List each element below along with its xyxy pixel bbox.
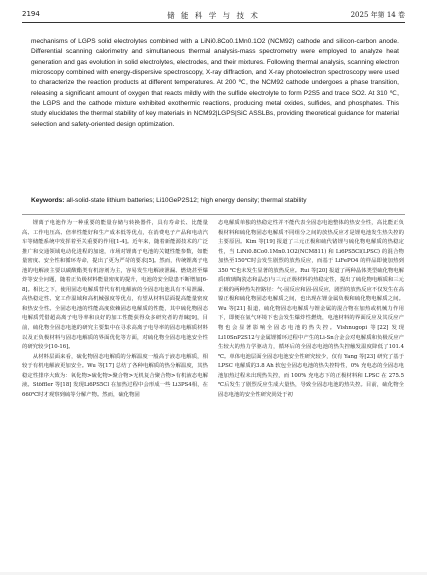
- header-rule: [22, 22, 405, 23]
- body-paragraph: 从材料层面来看，硫化物固态电解质的分解温度一般高于液态电解质，相较于有机电解液更加安全。Wu 等[17] 总结了各种电解质的热分解温度，其热稳定性排序大致为：氧化物>硫化物>聚合物>无机复合聚合物>有机液态电解液。Stöffler 等[18] 发现Li6PS5Cl 在加热过程中会形成一些 Li3PS4相，在660℃时才观察到硫等分解产物。然而，硫化物固: [22, 353, 208, 398]
- page-number: 2194: [22, 10, 40, 18]
- journal-title: 储 能 科 学 与 技 术: [167, 11, 260, 20]
- body-paragraph: 态电解质单独的热稳定性并不能代表全固态电池整体的热安全性，高比能正负极材料和硫化物固态电解质不同组分之间的放热反应才是锂电池发生热失控的主要原因。Kim 等[19] 报道了三元正极和硫代锗锂与硫化物电解质的热稳定性，当 LiNi0.8Co0.1Mn0.1O2(NCM811) 和 Li6PS5Cl(LPSC) 的混合物加热至150℃时会发生剧烈的放热反应，而基于 LiFePO4 的样品即使加热到 350 ℃也未发生显著的放热反应。Rui 等[20] 报道了两种晶体类型硫化物电解质(玻璃陶瓷态和晶态)与三元正极材料的热稳定性，提出了硫化物电解质和三元正极的两种热失控路径：气-固反应和固-固反应，剧烈的放热反应不仅发生在高镍正极和硫化物固态电解质之间，也出现在锂金属负极和硫化物电解质之间。Wu 等[21] 报道，硫化物固态电解质与锂金属的混合物在加热或机械力作用下，即便在氩气环境下也会发生爆炸性燃烧，电池材料的界面反应及其反应产物也会显著影响全固态电池的热失控。Vishnugopi 等[22] 发现Li10SnP2S12与金属锂循环过程中产生的Li-Sn合金会对电解质和负极反应产生较大的热力学驱动力，循环后的全固态电池的热失控触发温度降低了101.4 ℃。单体电池层面全固态电池安全性研究较少，仅有 Yang 等[23] 研究了基于 LPSC 电解质的3.8 Ah 软包全固态电池的热失控特性，0% 充电态的全固态电池加热过程未出现热失控，而 100% 充电态下的正极材料和 LPSC 在 275.5 ℃后发生了剧烈反应生成大量热，导致全固态电池的热失控。目前，硫化物全固态电池的安全性研究尚处于初: [218, 220, 404, 398]
- english-abstract: [31, 37, 399, 130]
- keywords-line: [31, 196, 401, 206]
- issue-label: 2025 年第 14 卷: [350, 11, 405, 19]
- right-column: [218, 219, 404, 400]
- body-paragraph: 锂离子电池作为一种重要的能量存储与转换器件，具有寿命长、比能量高、工作电压高、倍率性能好和生产成本低等优点，在消费电子产品和电动汽车等储能系统中发挥着至关重要的作用[1-4]。近年来，随着新能源技术的广泛推广和交通领域电动化进程的加速，市场对锂离子电池的关键性能参数，如能量密度、安全性和循环寿命，提出了更为严苛的要求[5]。然而，传统锂离子电池的电解液主要以碳酸酯类有机溶剂为主，容易发生电解液泄漏、燃烧甚至爆炸等安全问题，随着正负极材料能量密度的提升，电池的安全隐患不断增加[6-8]。相比之下，使用固态电解质替代有机电解液的全固态电池具有不易泄漏、高热稳定性、宽工作温域和高机械强度等优点，有望从材料层面提高能量密度和热安全性。全固态电池的性能高度依赖固态电解质的性能，其中硫化物固态电解质凭借超高离子电导率和良好的加工性能获得众多研究者的青睐[9]，目前，硫化物全固态电池的研究主要集中在寻求高离子电导率的固态电解质材料以及正负极材料与固态电解质的界面优化等方面，对硫化物全固态电池安全性的研究较少[10-16]。: [22, 220, 208, 351]
- page-header: [22, 10, 405, 22]
- left-column: [22, 219, 208, 400]
- keywords-text: all-solid-state lithium batteries; Li10GeP2S12; high energy density; thermal stability: [66, 197, 307, 204]
- section-divider: [22, 214, 405, 215]
- keywords-label: Keywords:: [31, 197, 65, 204]
- abstract-paragraph: mechanisms of LGPS solid electrolytes combined with a LiNi0.8Co0.1Mn0.1O2 (NCM92) cathode and silicon-carbon anode. Differential scanning calorimetry and simultaneous thermal analysis-mass spectrometry were employed to analyze heat generation and gas evolution in solid electrolytes, electrodes, and their mixtures. Following thermal analysis, scanning electron microscopy combined with energy-dispersive spectroscopy, X-ray diffraction, and X-ray photoelectron spectroscopy were used to characterize the reaction products at different temperatures. At 200 ℃, the NCM92 cathode undergoes a phase transition, releasing a significant amount of oxygen that reacts mildly with the sulfide electrolyte to form P2S5 and trace SO2. At 310 ℃, the LGPS and the cathode mixture exhibited exothermic reactions, producing metal oxides, sulfides, and phosphates. This study elucidates the thermal stability of key materials in NCM92|LGPS|SiC ASSLBs, providing theoretical guidance for material selection and safety-oriented design optimization.: [31, 38, 399, 128]
